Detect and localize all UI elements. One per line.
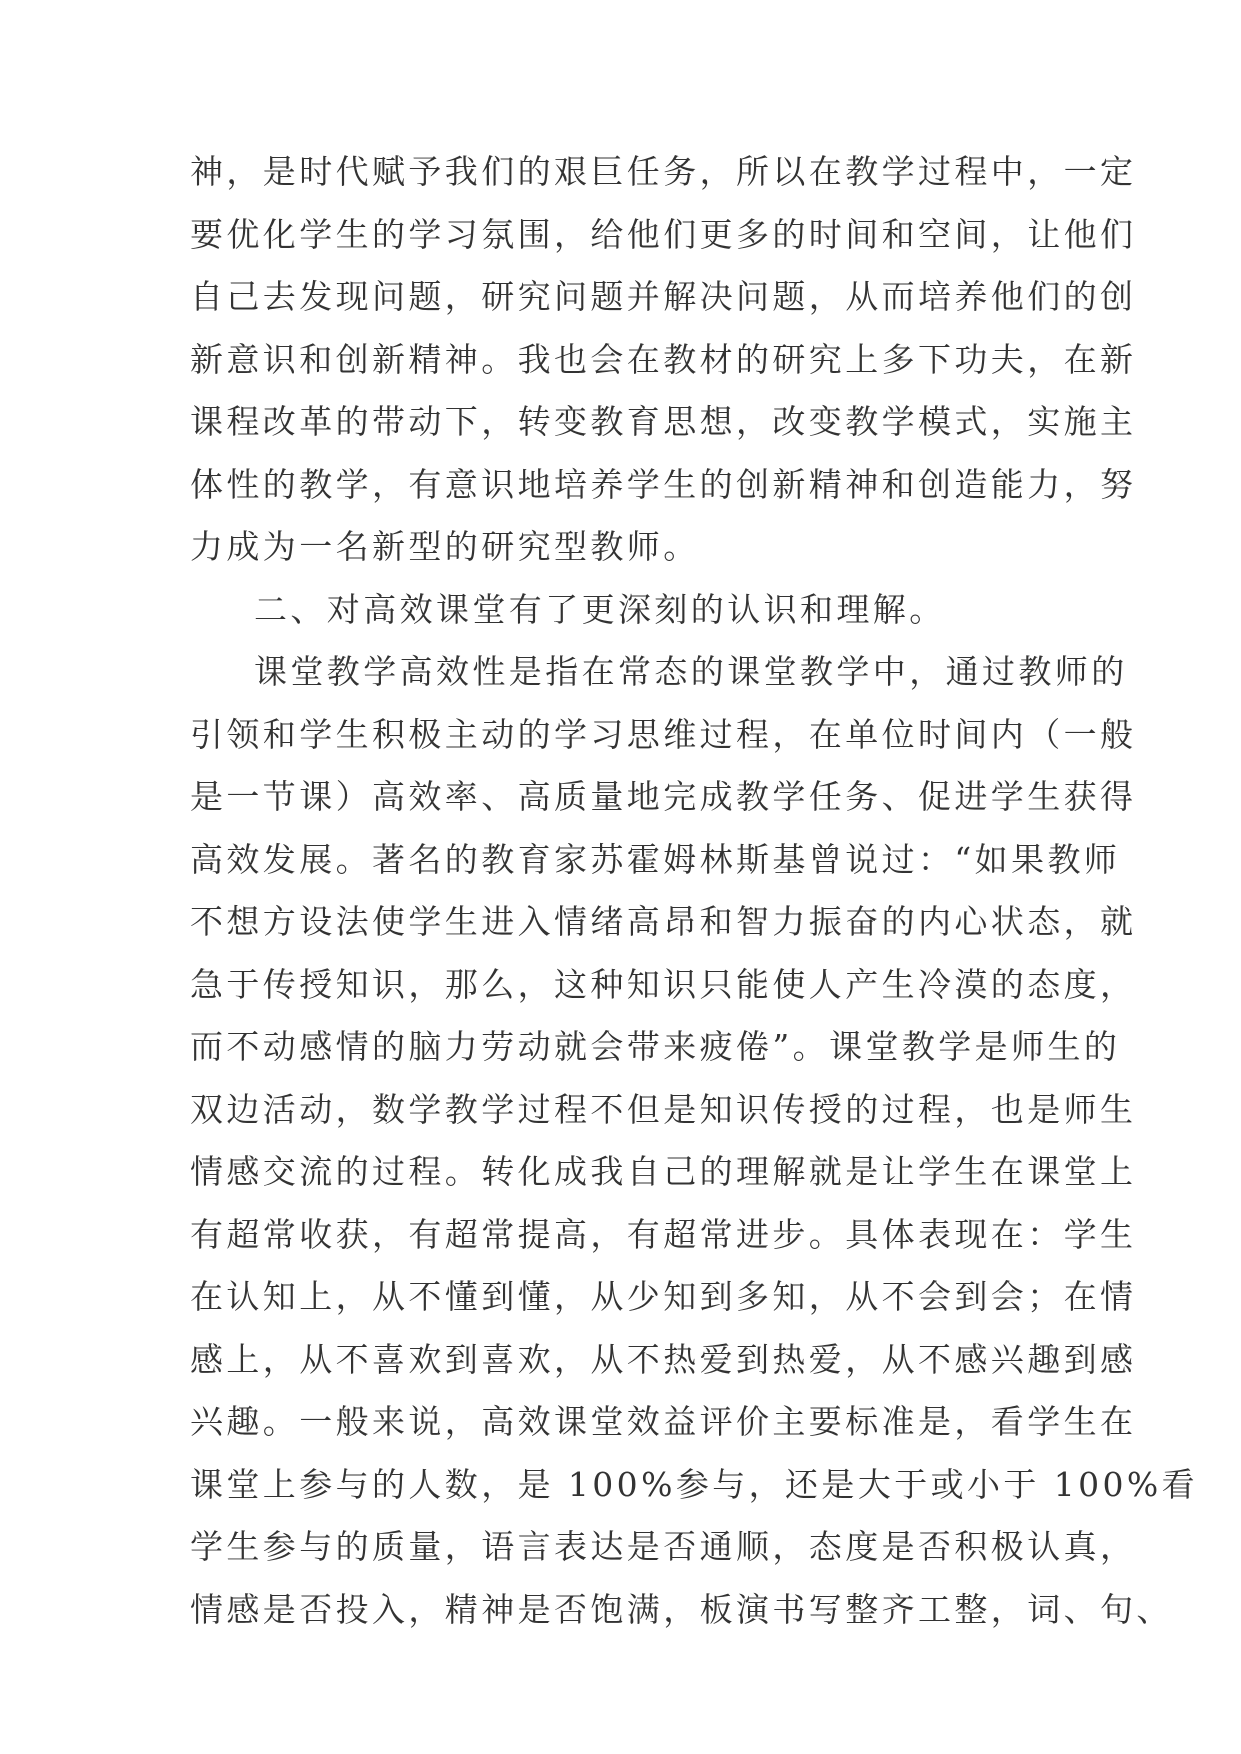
text-line: 力成为一名新型的研究型教师。: [190, 527, 700, 566]
text-line: 二、对高效课堂有了更深刻的认识和理解。: [254, 589, 946, 629]
text-line: 双边活动，数学教学过程不但是知识传授的过程，也是师生: [190, 1089, 1137, 1129]
text-line: 自己去发现问题，研究问题并解决问题，从而培养他们的创: [190, 277, 1137, 316]
text-line: 要优化学生的学习氛围，给他们更多的时间和空间，让他们: [190, 214, 1137, 254]
text-line: 课堂教学高效性是指在常态的课堂教学中，通过教师的: [254, 652, 1128, 691]
text-line: 兴趣。一般来说，高效课堂效益评价主要标准是，看学生在: [190, 1402, 1137, 1441]
text-line: 而不动感情的脑力劳动就会带来疲倦”。课堂教学是师生的: [190, 1027, 1121, 1066]
text-line: 有超常收获，有超常提高，有超常进步。具体表现在：学生: [190, 1214, 1137, 1254]
text-line: 课堂上参与的人数，是 100%参与，还是大于或小于 100%看: [190, 1464, 1199, 1504]
text-line: 是一节课）高效率、高质量地完成教学任务、促进学生获得: [190, 777, 1137, 816]
text-line: 感上，从不喜欢到喜欢，从不热爱到热爱，从不感兴趣到感: [190, 1339, 1137, 1379]
text-line: 在认知上，从不懂到懂，从少知到多知，从不会到会；在情: [190, 1277, 1137, 1316]
text-line: 情感交流的过程。转化成我自己的理解就是让学生在课堂上: [190, 1152, 1137, 1191]
text-line: 新意识和创新精神。我也会在教材的研究上多下功夫，在新: [190, 339, 1137, 379]
text-line: 引领和学生积极主动的学习思维过程，在单位时间内（一般: [190, 714, 1137, 754]
text-line: 不想方设法使学生进入情绪高昂和智力振奋的内心状态，就: [190, 902, 1137, 941]
text-line: 体性的教学，有意识地培养学生的创新精神和创造能力，努: [190, 464, 1137, 504]
text-line: 神，是时代赋予我们的艰巨任务，所以在教学过程中，一定: [190, 152, 1137, 191]
text-line: 高效发展。著名的教育家苏霍姆林斯基曾说过：“如果教师: [190, 839, 1121, 879]
text-line: 学生参与的质量，语言表达是否通顺，态度是否积极认真，: [190, 1527, 1137, 1566]
text-line: 急于传授知识，那么，这种知识只能使人产生冷漠的态度，: [190, 964, 1137, 1004]
text-line: 情感是否投入，精神是否饱满，板演书写整齐工整，词、句、: [190, 1589, 1173, 1629]
text-line: 课程改革的带动下，转变教育思想，改变教学模式，实施主: [190, 402, 1137, 441]
document-body: [190, 141, 1199, 1641]
